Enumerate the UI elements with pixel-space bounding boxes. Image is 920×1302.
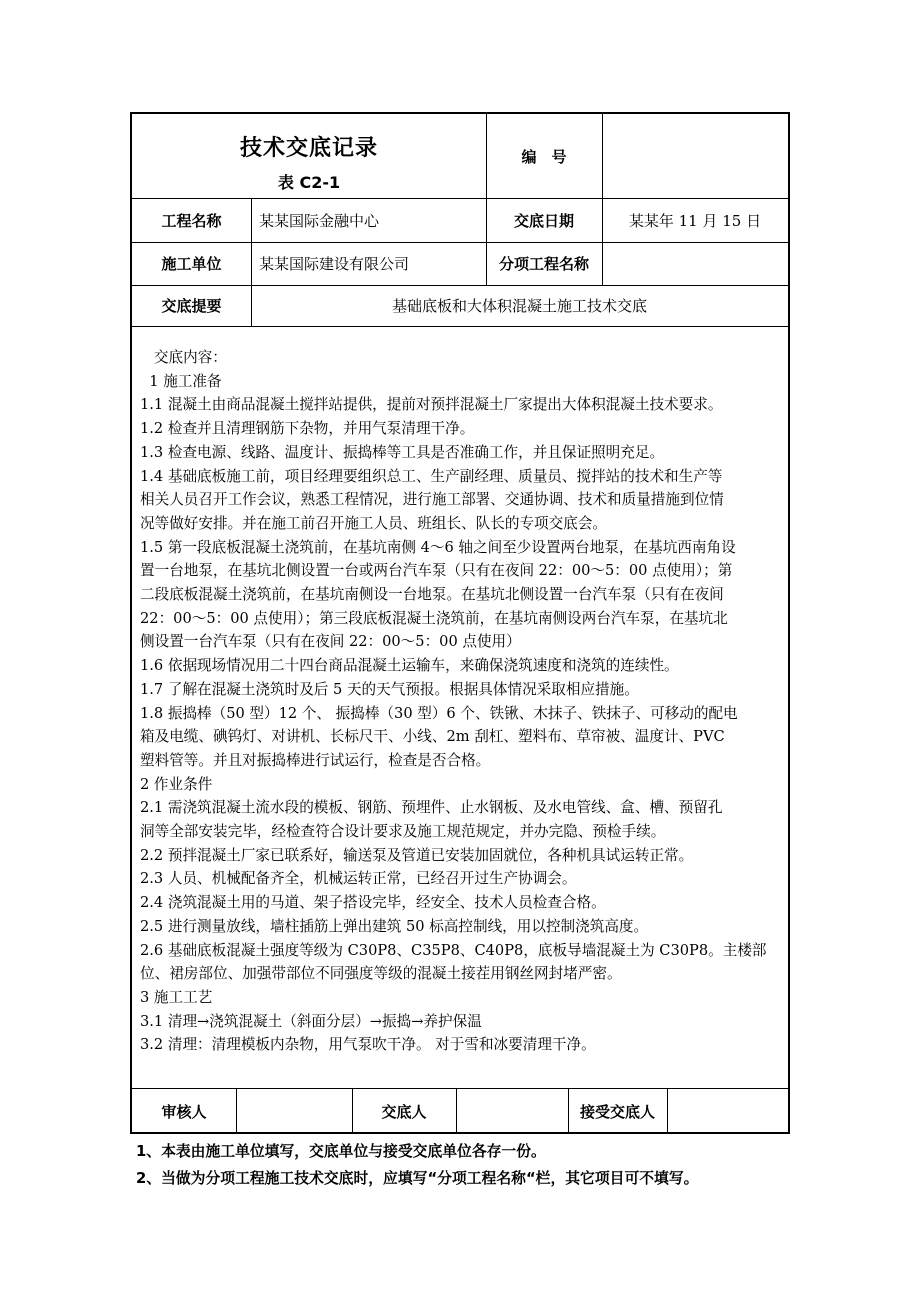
content-line: 相关人员召开工作会议，熟悉工程情况，进行施工部署、交通协调、技术和质量措施到位情 bbox=[140, 491, 724, 509]
discloser-value bbox=[456, 1088, 568, 1134]
content-line: 侧设置一台汽车泵（只有在夜间 22：00～5：00 点使用） bbox=[140, 633, 521, 651]
content-line: 交底内容： bbox=[140, 349, 227, 366]
contractor-label: 施工单位 bbox=[161, 255, 222, 273]
footnotes bbox=[136, 1138, 816, 1192]
summary-label: 交底提要 bbox=[161, 297, 222, 315]
contractor-value: 某某国际建设有限公司 bbox=[259, 255, 410, 273]
form-number: 表 C2-1 bbox=[277, 172, 341, 192]
content-line: 2.3 人员、机械配备齐全，机械运转正常，已经召开过生产协调会。 bbox=[140, 870, 577, 888]
content-line: 1.2 检查并且清理钢筋下杂物，并用气泵清理干净。 bbox=[140, 420, 475, 438]
disclosure-content bbox=[140, 346, 780, 1057]
content-line: 2.6 基础底板混凝土强度等级为 C30P8、C35P8、C40P8，底板导墙混凝土为 C30P8。主楼部 bbox=[140, 941, 767, 959]
content-line: 3.2 清理：清理模板内杂物，用气泵吹干净。 对于雪和冰要清理干净。 bbox=[140, 1036, 596, 1054]
reviewer-value bbox=[236, 1088, 352, 1134]
content-line: 况等做好安排。并在施工前召开施工人员、班组长、队长的专项交底会。 bbox=[140, 514, 608, 532]
footnote: 1、本表由施工单位填写，交底单位与接受交底单位各存一份。 bbox=[136, 1143, 546, 1160]
receiver-label: 接受交底人 bbox=[579, 1102, 655, 1121]
content-line: 2.2 预拌混凝土厂家已联系好，输送泵及管道已安装加固就位，各种机具试运转正常。 bbox=[140, 846, 694, 864]
number-label: 编 号 bbox=[521, 147, 567, 166]
date-label: 交底日期 bbox=[513, 211, 574, 230]
project-name-value: 某某国际金融中心 bbox=[259, 211, 380, 230]
content-line: 1.3 检查电源、线路、温度计、振捣棒等工具是否准确工作，并且保证照明充足。 bbox=[140, 443, 665, 461]
content-line: 塑料管等。并且对振捣棒进行试运行，检查是否合格。 bbox=[140, 751, 491, 769]
content-line: 位、裙房部位、加强带部位不同强度等级的混凝土接茬用钢丝网封堵严密。 bbox=[140, 965, 622, 983]
content-line: 1.6 依据现场情况用二十四台商品混凝土运输车，来确保浇筑速度和浇筑的连续性。 bbox=[140, 657, 679, 675]
content-line: 洞等全部安装完毕，经检查符合设计要求及施工规范规定，并办完隐、预检手续。 bbox=[140, 823, 666, 841]
disclosure-form bbox=[130, 112, 790, 1134]
content-line: 2 作业条件 bbox=[140, 775, 213, 793]
subproject-value bbox=[602, 242, 788, 285]
content-line: 1 施工准备 bbox=[140, 372, 222, 390]
content-line: 箱及电缆、碘钨灯、对讲机、长标尺干、小线、2m 刮杠、塑料布、草帘被、温度计、PVC bbox=[140, 728, 725, 746]
content-line: 2.1 需浇筑混凝土流水段的模板、钢筋、预埋件、止水钢板、及水电管线、盒、槽、预留孔 bbox=[140, 799, 723, 817]
content-line: 二段底板混凝土浇筑前，在基坑南侧设一台地泵。在基坑北侧设置一台汽车泵（只有在夜间 bbox=[140, 586, 724, 604]
receiver-value bbox=[667, 1088, 788, 1134]
content-line: 3.1 清理→浇筑混凝土（斜面分层）→振捣→养护保温 bbox=[140, 1012, 482, 1030]
content-line: 22：00～5：00 点使用）；第三段底板混凝土浇筑前，在基坑南侧设两台汽车泵，在基坑北 bbox=[140, 609, 728, 627]
content-line: 1.7 了解在混凝土浇筑时及后 5 天的天气预报。根据具体情况采取相应措施。 bbox=[140, 680, 639, 698]
row-divider bbox=[132, 326, 788, 327]
discloser-label: 交底人 bbox=[381, 1102, 427, 1121]
date-value: 某某年 11 月 15 日 bbox=[628, 211, 762, 230]
content-line: 2.5 进行测量放线，墙柱插筋上弹出建筑 50 标高控制线，用以控制浇筑高度。 bbox=[140, 917, 649, 935]
number-value bbox=[602, 114, 788, 198]
content-line: 置一台地泵，在基坑北侧设置一台或两台汽车泵（只有在夜间 22：00～5：00 点使用）；第 bbox=[140, 562, 733, 580]
summary-value: 基础底板和大体积混凝土施工技术交底 bbox=[391, 297, 647, 315]
reviewer-label: 审核人 bbox=[161, 1102, 207, 1121]
content-line: 1.8 振捣棒（50 型）12 个、 振捣棒（30 型）6 个、铁锹、木抹子、铁抹子、可移动的配电 bbox=[140, 704, 738, 722]
content-line: 1.5 第一段底板混凝土浇筑前，在基坑南侧 4～6 轴之间至少设置两台地泵，在基坑西南角设 bbox=[140, 538, 736, 556]
content-line: 3 施工工艺 bbox=[140, 988, 213, 1006]
project-name-label: 工程名称 bbox=[161, 211, 222, 230]
footnote: 2、当做为分项工程施工技术交底时，应填写“分项工程名称“栏，其它项目可不填写。 bbox=[136, 1170, 699, 1187]
form-title: 技术交底记录 bbox=[239, 135, 378, 161]
subproject-label: 分项工程名称 bbox=[498, 255, 589, 273]
content-line: 1.4 基础底板施工前，项目经理要组织总工、生产副经理、质量员、搅拌站的技术和生产等 bbox=[140, 467, 723, 485]
content-line: 2.4 浇筑混凝土用的马道、架子搭设完毕，经安全、技术人员检查合格。 bbox=[140, 894, 606, 912]
content-line: 1.1 混凝土由商品混凝土搅拌站提供，提前对预拌混凝土厂家提出大体积混凝土技术要求。 bbox=[140, 396, 723, 414]
